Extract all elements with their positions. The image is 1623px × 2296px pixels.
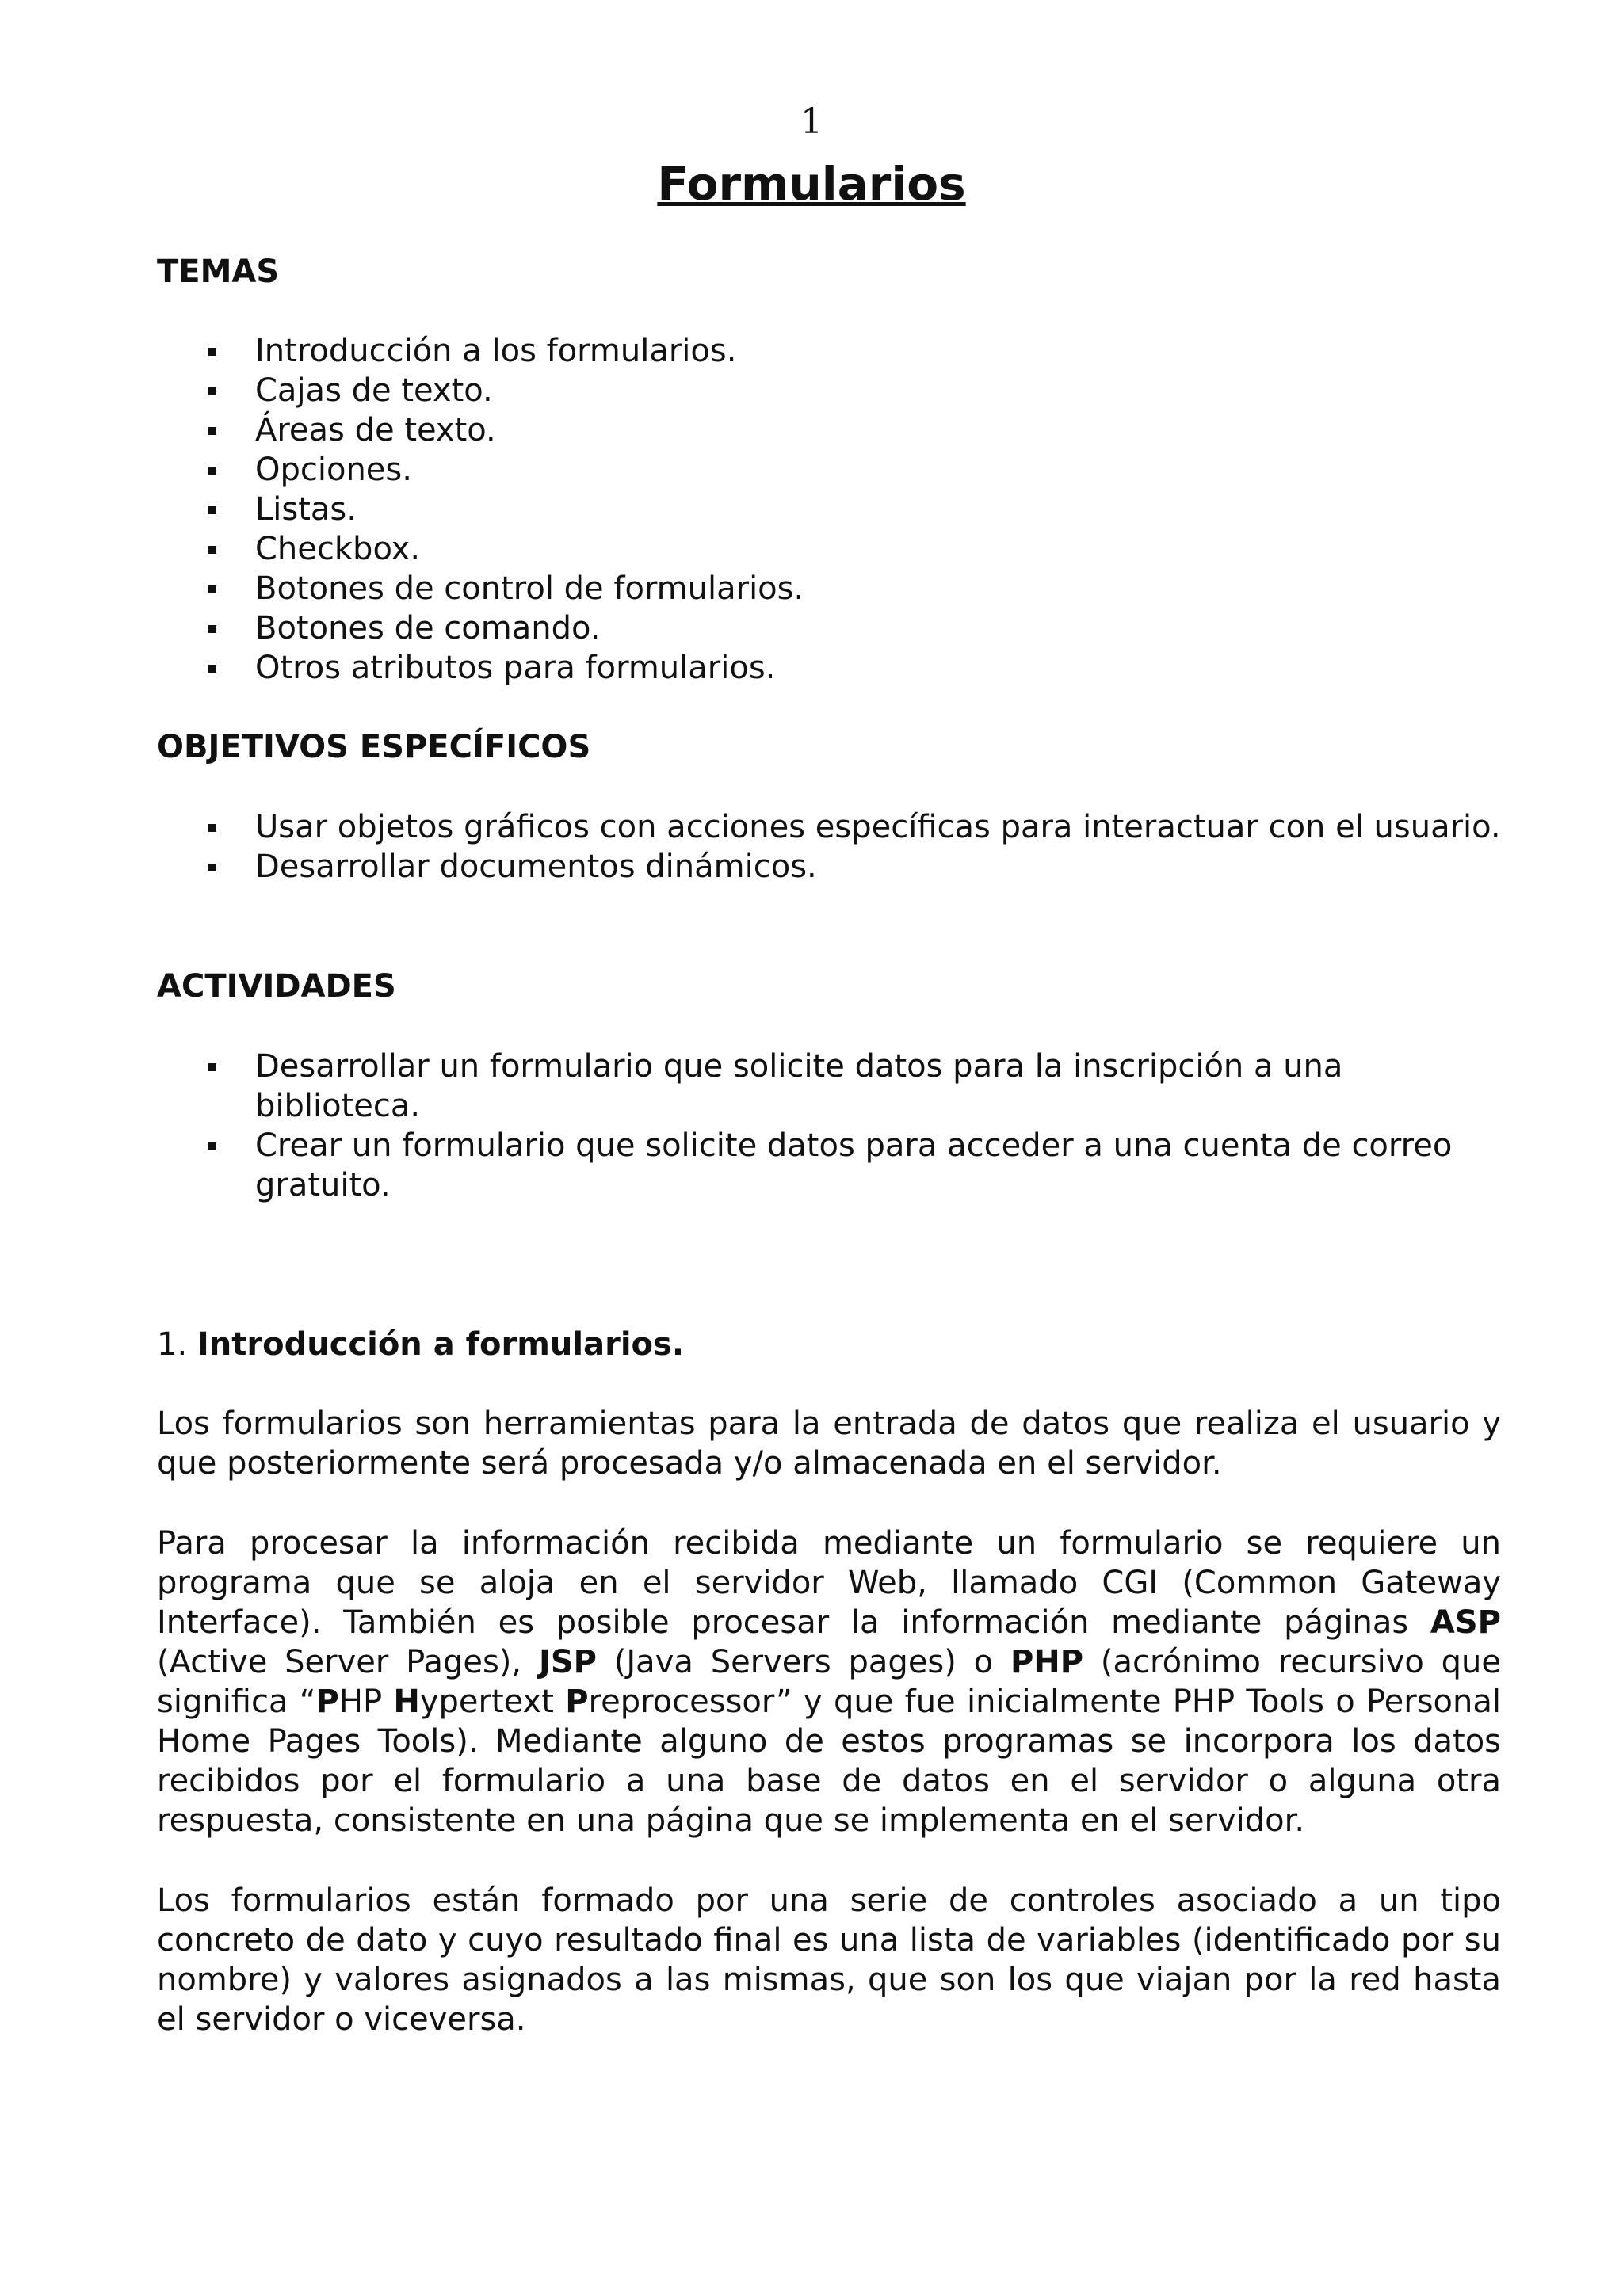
bullet-icon	[208, 1142, 216, 1150]
text-span: HP	[338, 1684, 394, 1720]
list-item	[157, 490, 1504, 529]
text-span: Para procesar la información recibida mediante un formulario se requiere un programa que se aloja en el servidor Web, llamado CGI (Common Gateway Interface). También es posible procesar la información mediante páginas	[157, 1525, 1501, 1641]
list-item	[157, 529, 1504, 569]
page-title: Formularios	[657, 157, 966, 211]
bullet-icon	[208, 665, 216, 673]
list-item-text: Áreas de texto.	[255, 412, 496, 448]
bullet-icon	[208, 467, 216, 475]
list-item	[157, 569, 1504, 608]
objetivos-heading: OBJETIVOS ESPECÍFICOS	[157, 729, 591, 765]
bullet-icon	[208, 387, 216, 395]
bullet-icon	[208, 1063, 216, 1071]
page-number: 1	[800, 101, 823, 142]
bullet-icon	[208, 625, 216, 633]
objetivos-list	[157, 807, 1504, 887]
actividades-list	[157, 1047, 1504, 1205]
bullet-icon	[208, 864, 216, 871]
bullet-icon	[208, 427, 216, 435]
list-item-text: Crear un formulario que solicite datos para acceder a una cuenta de correo gratuito.	[255, 1127, 1453, 1203]
temas-heading: TEMAS	[157, 254, 280, 290]
paragraph-3: Los formularios están formado por una serie de controles asociado a un tipo concreto de dato y cuyo resultado final es una lista de variables (identificado por su nombre) y valores asignados a las mismas, que son los que viajan por la red hasta el servidor o viceversa.	[157, 1882, 1501, 2038]
list-item	[157, 450, 1504, 490]
list-item	[157, 1047, 1504, 1126]
php-term: PHP	[1010, 1644, 1084, 1680]
list-item	[157, 847, 1504, 887]
acronym-letter: P	[565, 1684, 589, 1720]
asp-term: ASP	[1430, 1604, 1501, 1641]
list-item	[157, 807, 1504, 847]
bullet-icon	[208, 546, 216, 554]
paragraph-1: Los formularios son herramientas para la entrada de datos que realiza el usuario y que posteriormente será procesada y/o almacenada en el servidor.	[157, 1405, 1501, 1482]
actividades-heading: ACTIVIDADES	[157, 968, 396, 1005]
list-item-text: Botones de control de formularios.	[255, 570, 804, 607]
acronym-letter: P	[315, 1684, 339, 1720]
text-span: reprocessor” y que fue inicialmente PHP Tools o Personal Home Pages Tools). Mediante alguno de estos programas se incorpora los datos recibidos por el formulario a una base de datos en el servidor o alguna otra respuesta, consistente en una página que se implementa en el servidor.	[157, 1684, 1502, 1839]
bullet-icon	[208, 506, 216, 514]
list-item-text: Checkbox.	[255, 531, 421, 567]
bullet-icon	[208, 348, 216, 356]
bullet-icon	[208, 585, 216, 593]
list-item-text: Introducción a los formularios.	[255, 333, 737, 369]
text-span: (Active Server Pages),	[157, 1644, 539, 1680]
section-title: Introducción a formularios.	[197, 1326, 685, 1363]
section-heading	[157, 1325, 684, 1364]
list-item	[157, 648, 1504, 688]
list-item	[157, 331, 1504, 371]
list-item-text: Desarrollar documentos dinámicos.	[255, 849, 817, 885]
bullet-icon	[208, 824, 216, 832]
section-number: 1.	[157, 1326, 188, 1363]
list-item	[157, 1126, 1504, 1205]
list-item-text: Botones de comando.	[255, 610, 601, 646]
temas-list	[157, 331, 1504, 688]
list-item-text: Listas.	[255, 491, 357, 528]
text-span: ypertext	[419, 1684, 566, 1720]
acronym-letter: H	[393, 1684, 420, 1720]
list-item	[157, 371, 1504, 410]
list-item-text: Usar objetos gráficos con acciones específicas para interactuar con el usuario.	[255, 809, 1501, 845]
text-span: (acrónimo recursivo que significa “	[157, 1644, 1502, 1720]
list-item-text: Opciones.	[255, 452, 412, 488]
list-item-text: Otros atributos para formularios.	[255, 650, 776, 686]
list-item-text: Cajas de texto.	[255, 372, 493, 409]
jsp-term: JSP	[538, 1644, 597, 1680]
list-item-text: Desarrollar un formulario que solicite datos para la inscripción a una biblioteca.	[255, 1048, 1343, 1124]
text-span: (Java Servers pages) o	[596, 1644, 1010, 1680]
paragraph-2	[157, 1524, 1501, 1840]
list-item	[157, 608, 1504, 648]
list-item	[157, 410, 1504, 450]
